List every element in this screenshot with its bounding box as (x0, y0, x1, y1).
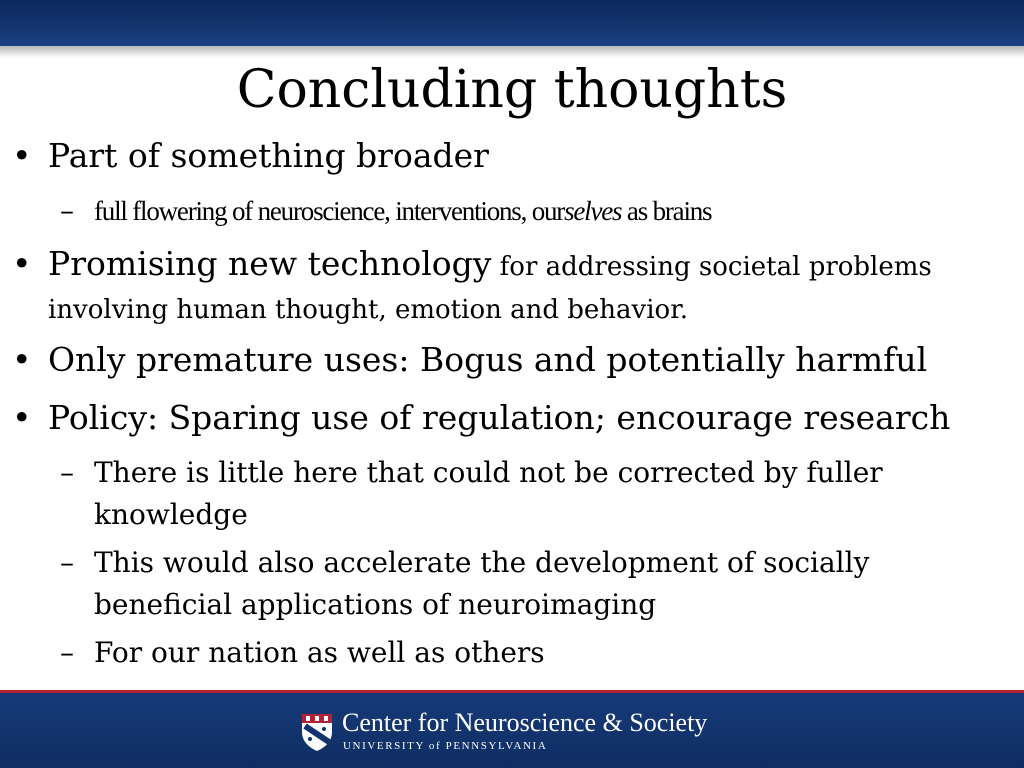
bullet-dot: • (12, 136, 32, 175)
bullet-dot: • (12, 398, 32, 437)
bullet-1-text: Part of something broader (48, 136, 489, 175)
bullet-4-text: Policy: Sparing use of regulation; encourage research (48, 398, 951, 437)
bullet-dot: • (12, 340, 32, 379)
sub-dash: – (60, 636, 74, 669)
sub-dash: – (60, 194, 74, 227)
center-name: Center for Neuroscience & Society (342, 708, 708, 737)
bullet-2-text (48, 244, 988, 330)
bullet-4-sub-3-text: For our nation as well as others (94, 636, 545, 669)
bullet-3-text: Only premature uses: Bogus and potentially harmful (48, 340, 928, 379)
university-name: UNIVERSITY of PENNSYLVANIA (343, 740, 548, 752)
penn-shield-icon (300, 712, 334, 752)
sub-text-after: as brains (621, 196, 712, 226)
bullet-4-sub-2-text: This would also accelerate the development of socially beneficial applications of neuroimaging (94, 546, 870, 621)
header-band (0, 0, 1024, 46)
header-shadow (0, 46, 1024, 58)
slide-title: Concluding thoughts (236, 60, 788, 120)
sub-text-before: full flowering of neuroscience, interventions, our (94, 196, 565, 226)
sub-text-emphasis: selves (564, 196, 622, 226)
bullet-4-sub-1-text: There is little here that could not be corrected by fuller knowledge (94, 456, 883, 531)
bullet-1-sub-1-text (94, 190, 711, 232)
sub-dash: – (60, 456, 74, 489)
bullet-2-continuation: for addressing societal problems involving human thought, emotion and behavior. (48, 252, 932, 325)
sub-dash: – (60, 546, 74, 579)
bullet-2-lead: Promising new technology (48, 244, 492, 283)
bullet-dot: • (12, 244, 32, 283)
